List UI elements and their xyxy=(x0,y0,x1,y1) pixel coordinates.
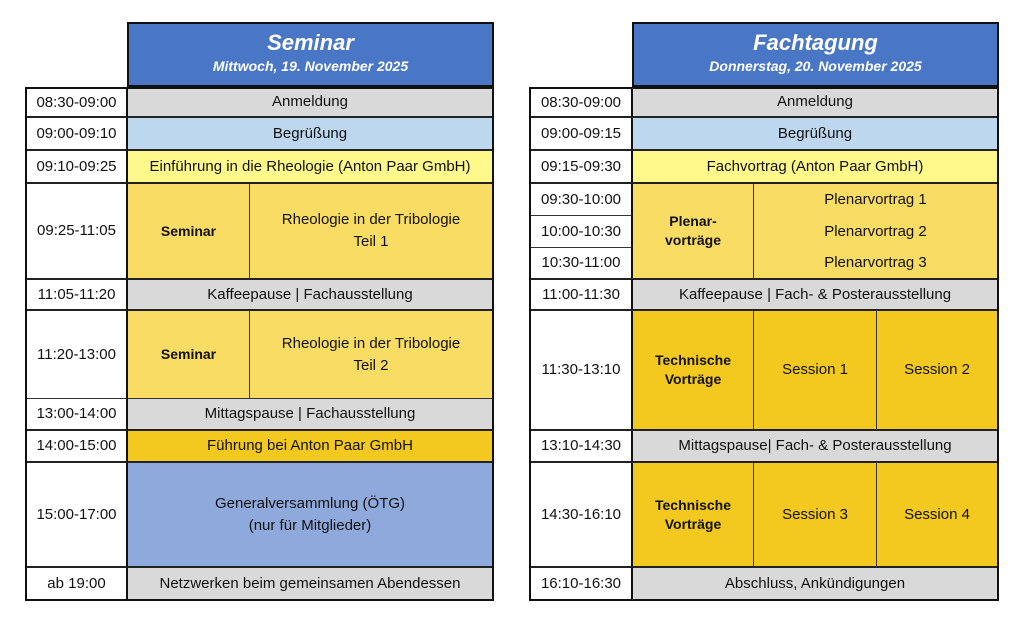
seminar-row-anmeldung: Anmeldung xyxy=(128,87,494,118)
technische-vortraege-2-line1: Technische xyxy=(655,496,731,513)
fachtagung-time-10: 16:10-16:30 xyxy=(529,568,633,601)
fachtagung-row-mittagspause: Mittagspause| Fach- & Posterausstellung xyxy=(633,431,999,463)
session-3: Session 3 xyxy=(754,463,877,568)
seminar-time-7: 14:00-15:00 xyxy=(25,431,128,463)
seminar-row-begruessung: Begrüßung xyxy=(128,118,494,151)
fachtagung-time-7: 11:30-13:10 xyxy=(529,311,633,431)
seminar-time-8: 15:00-17:00 xyxy=(25,463,128,568)
seminar-time-9: ab 19:00 xyxy=(25,568,128,601)
seminar-time-4: 11:05-11:20 xyxy=(25,280,128,311)
fachtagung-title: Fachtagung xyxy=(753,30,878,55)
generalversammlung-line1: Generalversammlung (ÖTG) xyxy=(214,494,406,512)
seminar-time-6: 13:00-14:00 xyxy=(25,399,128,431)
seminar-title: Seminar xyxy=(267,30,354,55)
seminar-time-5: 11:20-13:00 xyxy=(25,311,128,399)
seminar-row-generalversammlung xyxy=(128,463,494,568)
plenar-label-line2: vorträge xyxy=(664,232,722,248)
seminar-row-mittagspause: Mittagspause | Fachausstellung xyxy=(128,399,494,431)
technische-vortraege-2 xyxy=(633,463,754,568)
seminar-1-label: Seminar xyxy=(128,184,250,280)
seminar-2-label: Seminar xyxy=(128,311,250,399)
fachtagung-time-1: 09:00-09:15 xyxy=(529,118,633,151)
technische-vortraege-2-line2: Vorträge xyxy=(664,515,722,532)
plenarvortrag-2: Plenarvortrag 2 xyxy=(754,216,999,248)
plenarvortrag-3: Plenarvortrag 3 xyxy=(754,248,999,280)
seminar-row-fuehrung: Führung bei Anton Paar GmbH xyxy=(128,431,494,463)
fachtagung-date: Donnerstag, 20. November 2025 xyxy=(709,58,922,74)
fachtagung-row-abschluss: Abschluss, Ankündigungen xyxy=(633,568,999,601)
plenarvortrag-1: Plenarvortrag 1 xyxy=(754,184,999,216)
fachtagung-time-3: 09:30-10:00 xyxy=(529,184,633,216)
fachtagung-time-9: 14:30-16:10 xyxy=(529,463,633,568)
seminar-time-0: 08:30-09:00 xyxy=(25,87,128,118)
seminar-time-1: 09:00-09:10 xyxy=(25,118,128,151)
seminar-row-abendessen: Netzwerken beim gemeinsamen Abendessen xyxy=(128,568,494,601)
technische-vortraege-1 xyxy=(633,311,754,431)
plenar-label xyxy=(633,184,754,280)
seminar-1-topic-line2: Teil 1 xyxy=(353,233,389,250)
technische-vortraege-1-line2: Vorträge xyxy=(664,371,722,387)
seminar-header xyxy=(127,22,494,87)
seminar-time-2: 09:10-09:25 xyxy=(25,151,128,184)
seminar-time-3: 09:25-11:05 xyxy=(25,184,128,280)
fachtagung-time-0: 08:30-09:00 xyxy=(529,87,633,118)
fachtagung-row-kaffeepause: Kaffeepause | Fach- & Posterausstellung xyxy=(633,280,999,311)
seminar-row-kaffeepause: Kaffeepause | Fachausstellung xyxy=(128,280,494,311)
generalversammlung-line2: (nur für Mitglieder) xyxy=(248,516,372,534)
technische-vortraege-1-line1: Technische xyxy=(655,352,731,369)
session-1: Session 1 xyxy=(754,311,877,431)
fachtagung-time-8: 13:10-14:30 xyxy=(529,431,633,463)
fachtagung-row-anmeldung: Anmeldung xyxy=(633,87,999,118)
seminar-row-einfuehrung: Einführung in die Rheologie (Anton Paar GmbH) xyxy=(128,151,494,184)
seminar-2-topic xyxy=(250,311,494,399)
fachtagung-header xyxy=(632,22,999,87)
fachtagung-time-5: 10:30-11:00 xyxy=(529,248,633,280)
fachtagung-row-begruessung: Begrüßung xyxy=(633,118,999,151)
seminar-1-topic xyxy=(250,184,494,280)
session-4: Session 4 xyxy=(877,463,999,568)
seminar-2-topic-line2: Teil 2 xyxy=(353,356,389,374)
fachtagung-row-fachvortrag: Fachvortrag (Anton Paar GmbH) xyxy=(633,151,999,184)
seminar-1-topic-line1: Rheologie in der Tribologie xyxy=(281,211,461,229)
seminar-date: Mittwoch, 19. November 2025 xyxy=(212,58,409,74)
session-2: Session 2 xyxy=(877,311,999,431)
seminar-2-topic-line1: Rheologie in der Tribologie xyxy=(281,334,461,352)
fachtagung-time-6: 11:00-11:30 xyxy=(529,280,633,311)
fachtagung-time-2: 09:15-09:30 xyxy=(529,151,633,184)
plenar-label-line1: Plenar- xyxy=(669,213,717,230)
fachtagung-time-4: 10:00-10:30 xyxy=(529,216,633,248)
